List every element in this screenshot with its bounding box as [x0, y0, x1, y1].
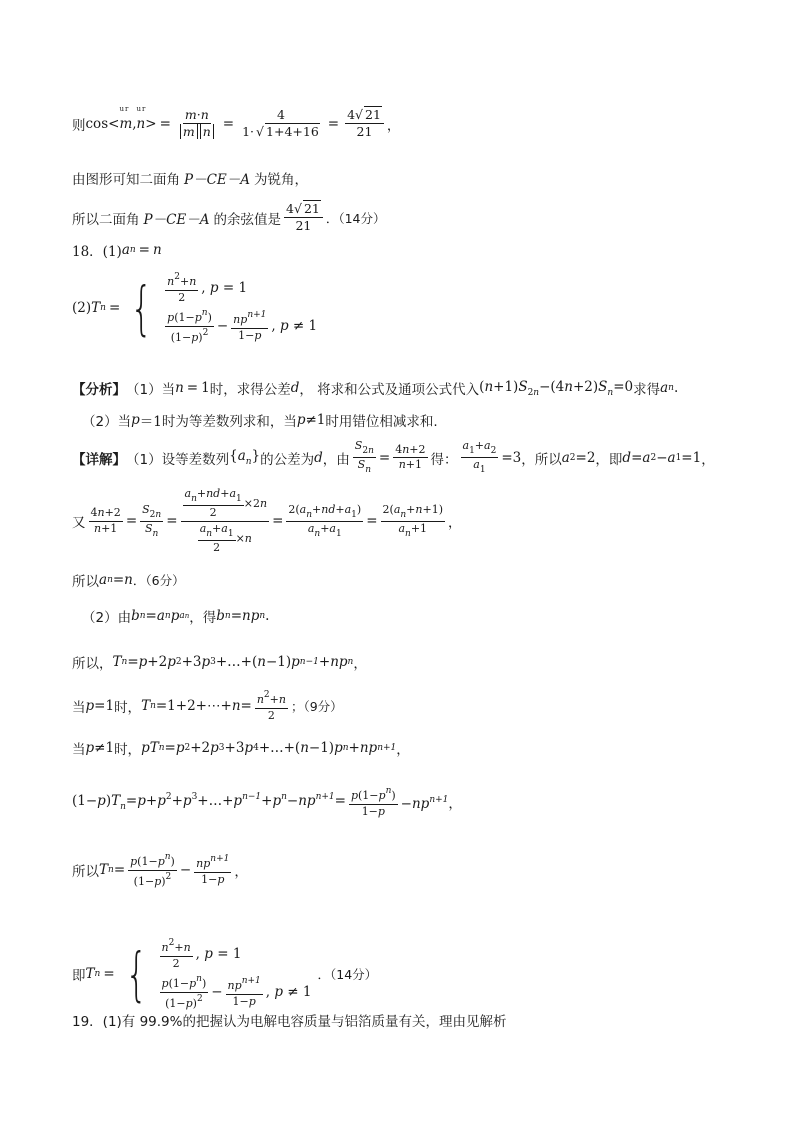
text-suoyi-3: 所以: [72, 864, 99, 881]
detail-tag: 【详解】: [72, 451, 126, 468]
dihedral-angle-label-2: P－CE－A: [143, 211, 210, 228]
acute-angle-line: [72, 168, 308, 188]
analysis-2c: 时用错位相减求和.: [325, 414, 438, 430]
part2-a: （2）由: [82, 610, 132, 626]
score-6: ．（6分）: [132, 573, 185, 588]
vector-dot-fraction: $\frac{m\cdot n}{\text{m n}}$: [177, 108, 217, 140]
analysis-1d: 求得: [633, 382, 661, 398]
part2-b: ，得: [189, 610, 217, 626]
score-9: ；（9分）: [290, 699, 343, 715]
result-fraction-1: $\frac{4√ 21}{21}$: [345, 108, 384, 140]
detail-1b: 的公差为: [260, 451, 315, 468]
text-dang-2: 当: [72, 742, 86, 758]
part2-line-1: （2）由 b n = a n p an ，得 b n = np n .: [82, 608, 270, 626]
q18-label: 18．(1): [72, 244, 122, 260]
text-l3: 所以二面角: [72, 211, 140, 228]
text-shi: 时，: [114, 700, 142, 717]
analysis-tag: 【分析】: [72, 382, 126, 398]
detail-1f: ，即: [595, 451, 623, 468]
final-cases-line: 即 T n = { $\frac{n^2+n}{2}$ , p = 1 $\frac{p(1-p^n)}{(1-p)^2}$ − $\frac{np^{n+1}}{1-p}$ , p ≠ 1 ．（14分）: [72, 938, 378, 1010]
text-suoyi: 所以: [72, 574, 99, 590]
analysis-2: （2）当: [82, 414, 132, 430]
dihedral-angle-label: P－CE－A: [184, 172, 251, 188]
detail-line-1: 【详解】 （1）设等差数列 $\{a_n\}$ 的公差为 d ，由 $\frac{S_{2n}}{S_n}$ = $\frac{4n+2}{n+1}$ 得： $\frac{a_1+a_2}{a_1}$ =3 ，所以 a 2 =2 ，即 d = a 2 − a 1 =1 ，: [72, 439, 715, 476]
analysis-1a: （1）当: [126, 382, 176, 398]
analysis-1b: 时，求得公差: [209, 382, 291, 398]
q19-text: 19．(1)有 99.9%的把握认为电解电容质量与铝箔质量有关，理由见解析: [72, 1014, 507, 1030]
text-suoyi-2: 所以，: [72, 656, 113, 672]
q18-part1-answer: 18．(1) a n = n: [72, 242, 162, 260]
detail-1: （1）设等差数列: [126, 451, 230, 468]
text-shi-2: 时，: [114, 742, 142, 758]
analysis-line-2: （2）当 p ＝1 时为等差数列求和，当 p ≠1 时用错位相减求和.: [82, 412, 438, 430]
text-ji: 即: [72, 968, 86, 985]
text-dang: 当: [72, 700, 86, 717]
cos-label: cos: [85, 115, 109, 132]
score-14-final: ．（14分）: [317, 967, 378, 983]
detail-line-2: 又 $\frac{4n+2}{n+1}$ = $\frac{S_{2n}}{S_n}$ = $\frac{a_n+nd+a_1}{2}$ ×2n $\frac{a_n+a_1}{2}$ ×n = $\frac{2(a_n+nd+a_1)}{a_n+a_1}$ = $\frac{2(a_n+n+1)}{a_n+1}$ ，: [72, 487, 462, 555]
q19-line: [72, 1010, 506, 1030]
analysis-1c: ， 将求和公式及通项公式代入: [299, 382, 480, 398]
text-l3-mid: 的余弦值是: [213, 211, 282, 228]
detail-1e: ，所以: [521, 451, 562, 468]
analysis-2b: 时为等差数列求和，当: [161, 414, 297, 430]
cosine-value-line: [72, 202, 386, 234]
text-you: 又: [72, 515, 86, 532]
comma: ，: [386, 117, 401, 134]
cosine-formula-line: 则 cos < ur m , ur n > = $\frac{m\cdot n}{\text{m n}}$ = $\frac{4}{1\cdot √ 1+4+16}$ = $\frac{4√ 21}{21}$ ，: [72, 108, 400, 140]
q18-part2-label: (2): [72, 300, 92, 317]
text-ze: 则: [72, 117, 86, 134]
p-not-1-line: 当 p ≠1 时， pT n = p 2 +2 p 3 +3 p 4 +…+( n −1) p n + np n+1 ，: [72, 740, 410, 758]
detail-1g: ，: [701, 451, 715, 468]
text-l2: 由图形可知二面角: [72, 172, 180, 188]
part2-sum-line: 所以， T n = p +2 p 2 +3 p 3 +…+( n −1) p n−1 + np n ，: [72, 654, 367, 672]
q18-part2-answer: (2) T n = { $\frac{n^2+n}{2}$ , p = 1 $\frac{p(1-p^n)}{(1-p)^2}$ − $\frac{np^{n+1}}{1-p}$ , p ≠ 1: [72, 272, 318, 344]
detail-1d: 得：: [430, 451, 458, 468]
part2-c: .: [265, 608, 270, 624]
analysis-line-1: 【分析】 （1）当 n = 1 时，求得公差 d ， 将求和公式及通项公式代入 $(n+1)S_{2n}-(4n+2)S_n=0$ 求得 a n .: [72, 378, 679, 398]
conclude-part1: 所以 a n = n ．（6分）: [72, 572, 185, 590]
p-equals-1-line: 当 p =1 时， T n =1+2+⋯+ n = $\frac{n^2+n}{2}$ ；（9分）: [72, 690, 343, 722]
cosine-value-fraction: $\frac{4√ 21}{21}$: [284, 202, 323, 234]
subtraction-line: $(1-p)T_n=p+p^2+p^3+\dots+p^{n-1}+p^n-np^{n+1}=$ $\frac{p(1-p^n)}{1-p}$ $-np^{n+1}$，: [72, 786, 462, 818]
tn-result-line: 所以 T n = $\frac{p(1-p^n)}{(1-p)^2}$ − $\frac{np^{n+1}}{1-p}$ ，: [72, 852, 248, 888]
detail-1c: ，由: [322, 451, 350, 468]
text-l2-end: 为锐角，: [254, 172, 309, 188]
score-14: ．（14分）: [325, 210, 386, 226]
numeric-fraction-1: $\frac{4}{1\cdot √ 1+4+16}$: [242, 107, 319, 140]
